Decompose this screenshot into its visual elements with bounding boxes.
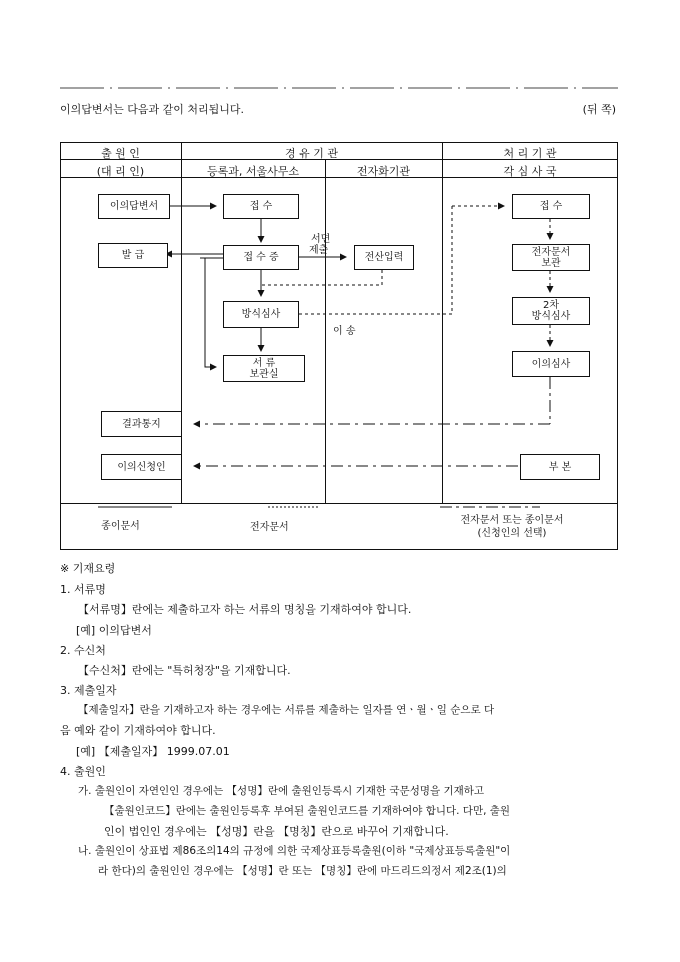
opposition-exam-box: 이의심사 — [512, 351, 590, 377]
edoc-line-2: 보관 — [541, 257, 561, 269]
col3-title: 처 리 기 관 — [503, 147, 557, 160]
doc-storage-line-2: 보관실 — [249, 368, 279, 380]
edoc-line-1: 전자문서 — [531, 246, 571, 258]
reply-box: 이의답변서 — [98, 194, 170, 219]
receipt-cert-box: 접 수 증 — [223, 245, 299, 270]
instr-line: [예] 【제출일자】 1999.07.01 — [76, 745, 230, 758]
written-label-1: 서면 — [311, 234, 331, 245]
written-label-2: 제출 — [309, 245, 329, 256]
col2-title: 경 유 기 관 — [285, 147, 338, 160]
instr-line: 【서류명】란에는 제출하고자 하는 서류의 명칭을 기재하여야 합니다. — [78, 603, 412, 616]
legend-electronic: 전자문서 — [250, 522, 289, 533]
instr-line: 【제출일자】란을 기재하고자 하는 경우에는 서류를 제출하는 일자를 연ㆍ월ㆍ일 순으로 다 — [78, 704, 495, 716]
edoc-storage-box — [512, 244, 590, 271]
instr-line: 4. 출원인 — [60, 765, 106, 778]
intro-text: 이의답변서는 다음과 같이 처리됩니다. — [60, 103, 245, 116]
instructions-heading: ※ 기재요령 — [60, 562, 116, 575]
instr-line: 인이 법인인 경우에는 【성명】란을 【명칭】란으로 바꾸어 기재합니다. — [104, 825, 449, 838]
doc-storage-box — [223, 355, 305, 382]
legend-either-1: 전자문서 또는 종이문서 — [460, 515, 564, 526]
opponent-box: 이의신청인 — [101, 454, 182, 480]
instr-line: 【수신처】란에는 "특허청장"을 기재합니다. — [78, 664, 291, 677]
instr-line: 【출원인코드】란에는 출원인등록후 부여된 출원인코드를 기재하여야 합니다. 다만, 출원 — [104, 805, 511, 817]
receipt-right-box: 접 수 — [512, 194, 590, 219]
transfer-label: 이 송 — [333, 326, 356, 337]
second-line-2: 방식심사 — [531, 311, 571, 322]
instr-line: 1. 서류명 — [60, 583, 106, 596]
col3-sub: 각 심 사 국 — [503, 165, 557, 178]
instr-line: 가. 출원인이 자연인인 경우에는 【성명】란에 출원인등록시 기재한 국문성명을 기재하고 — [78, 785, 485, 797]
issue-box: 발 급 — [98, 243, 168, 268]
instr-line: 나. 출원인이 상표법 제86조의14의 규정에 의한 국제상표등록출원(이하 "국제상표등록출원"이 — [78, 845, 511, 857]
second-exam-box — [512, 297, 590, 325]
receipt-box: 접 수 — [223, 194, 299, 219]
col2b-sub: 전자화기관 — [356, 165, 411, 178]
format-exam-box: 방식심사 — [223, 301, 299, 328]
data-entry-box: 전산입력 — [354, 245, 414, 270]
copy-box: 부 본 — [520, 454, 600, 480]
instr-line: [예] 이의답변서 — [76, 624, 152, 637]
col1-title: 출 원 인 — [101, 147, 140, 160]
legend-paper: 종이문서 — [101, 521, 140, 532]
result-notice-box: 결과통지 — [101, 411, 182, 437]
col2a-sub: 등록과, 서울사무소 — [206, 165, 299, 178]
instr-line: 라 한다)의 출원인인 경우에는 【성명】란 또는 【명칭】란에 마드리드의정서 제2조(1)의 — [98, 865, 507, 877]
instr-line: 음 예와 같이 기재하여야 합니다. — [60, 724, 216, 737]
doc-storage-line-1: 서 류 — [252, 357, 276, 369]
legend-either-2: (신청인의 선택) — [477, 528, 547, 539]
second-line-1: 2차 — [542, 300, 560, 311]
instr-line: 2. 수신처 — [60, 644, 106, 657]
col1-sub: (대 리 인) — [96, 165, 145, 178]
page-note: (뒤 쪽) — [582, 103, 616, 116]
instr-line: 3. 제출일자 — [60, 684, 117, 697]
